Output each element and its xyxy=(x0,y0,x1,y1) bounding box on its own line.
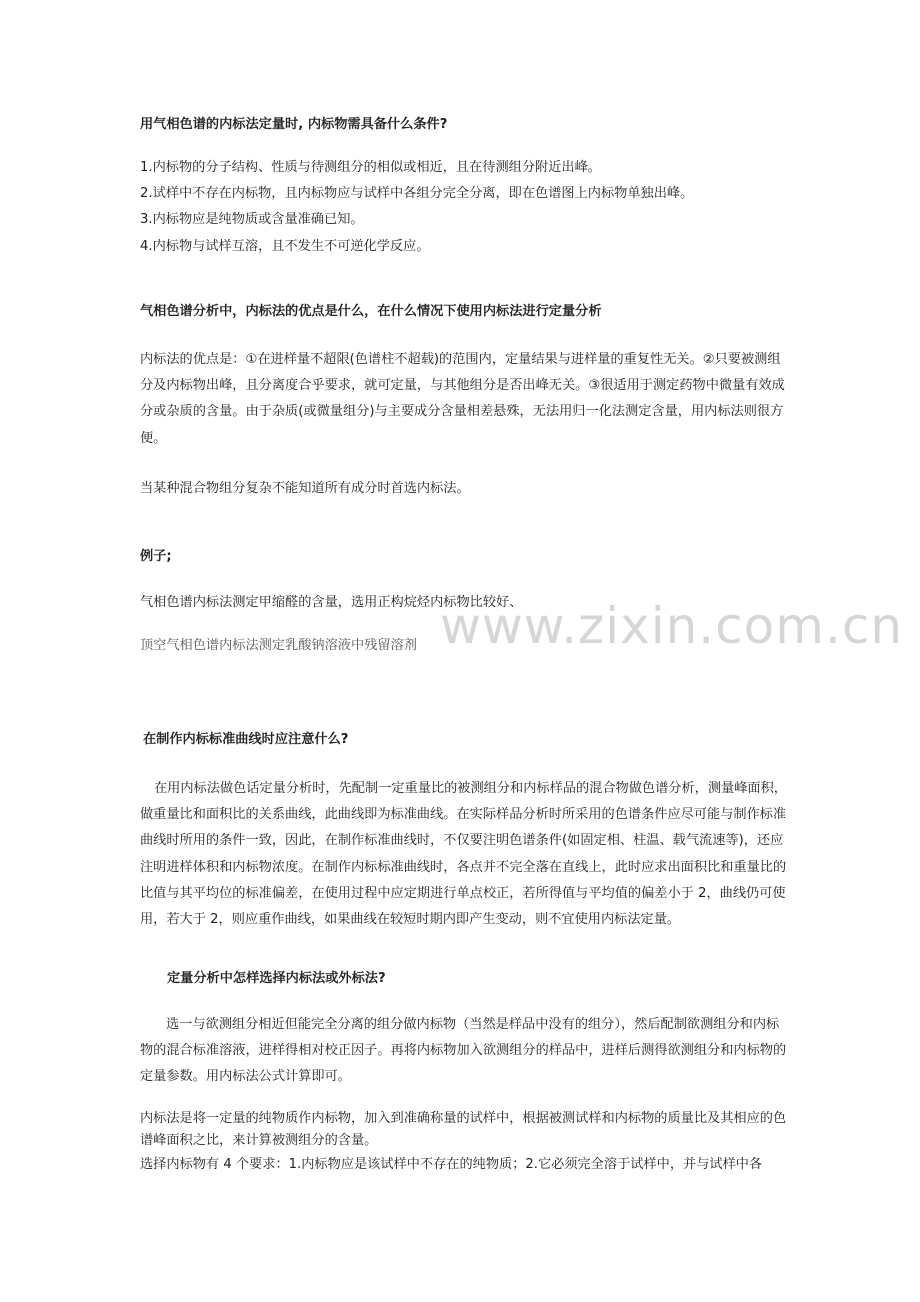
list-item: 1.内标物的分子结构、性质与待测组分的相似或相近，且在待测组分附近出峰。 xyxy=(140,160,601,175)
standard-curve-paragraph: 在用内标法做色话定量分析时，先配制一定重量比的被测组分和内标样品的混合物做色谱分析，测量峰面积，做重量比和面积比的关系曲线，此曲线即为标准曲线。在实际样品分析时所采用的色谱条件应尽可能与制作标准曲线时所用的条件一致，因此，在制作标准曲线时，不仅要注明色谱条件(如固定相、柱温、载气流速等)，还应注明进样体积和内标物浓度。在制作内标标准曲线时，各点并不完全落在直线上，此时应求出面积比和重量比的比值与其平均位的标准偏差，在使用过程中应定期进行单点校正，若所得值与平均值的偏差小于 2，曲线仍可使用，若大于 2，则应重作曲线，如果曲线在较短时期内即产生变动，则不宜使用内标法定量。 xyxy=(140,781,787,928)
internal-standard-definition: 内标法是将一定量的纯物质作内标物，加入到准确称量的试样中，根据被测试样和内标物的质量比及其相应的色谱峰面积之比，来计算被测组分的含量。 xyxy=(140,1111,787,1148)
advantages-paragraph: 内标法的优点是：①在进样量不超限(色谱柱不超载)的范围内，定量结果与进样量的重复性无关。②只要被测组分及内标物出峰，且分离度合乎要求，就可定量，与其他组分是否出峰无关。③很适用于测定药物中微量有效成分或杂质的含量。由于杂质(或微量组分)与主要成分含量相差悬殊，无法用归一化法测定含量，用内标法则很方便。 xyxy=(140,352,785,446)
example-line-2: 顶空气相色谱内标法测定乳酸钠溶液中残留溶剂 xyxy=(140,638,417,653)
internal-standard-requirements: 选择内标物有 4 个要求：1.内标物应是该试样中不存在的纯物质；2.它必须完全溶于试样中，并与试样中各 xyxy=(140,1157,763,1172)
conditions-list xyxy=(140,155,790,260)
heading-advantages: 气相色谱分析中，内标法的优点是什么，在什么情况下使用内标法进行定量分析 xyxy=(140,304,602,319)
list-item: 4.内标物与试样互溶，且不发生不可逆化学反应。 xyxy=(140,238,430,254)
heading-choose-method: 定量分析中怎样选择内标法或外标法? xyxy=(167,971,386,986)
watermark-text: www.zixin.com.cn xyxy=(440,597,904,655)
example-line-1: 气相色谱内标法测定甲缩醛的含量，选用正构烷烃内标物比较好、 xyxy=(140,595,523,610)
list-item: 3.内标物应是纯物质或含量准确已知。 xyxy=(140,212,364,228)
heading-standard-curve: 在制作内标标准曲线时应注意什么? xyxy=(143,732,349,747)
usage-paragraph: 当某种混合物组分复杂不能知道所有成分时首选内标法。 xyxy=(140,481,470,496)
heading-internal-standard-conditions: 用气相色谱的内标法定量时, 内标物需具备什么条件? xyxy=(140,117,448,132)
heading-examples: 例子; xyxy=(140,549,172,564)
list-item: 2.试样中不存在内标物，且内标物应与试样中各组分完全分离，即在色谱图上内标物单独出峰。 xyxy=(140,186,694,202)
choose-method-paragraph: 选一与欲测组分相近但能完全分离的组分做内标物（当然是样品中没有的组分），然后配制欲测组分和内标物的混合标准溶液，进样得相对校正因子。再将内标物加入欲测组分的样品中，进样后测得欲测组分和内标物的定量参数。用内标法公式计算即可。 xyxy=(140,1017,787,1085)
